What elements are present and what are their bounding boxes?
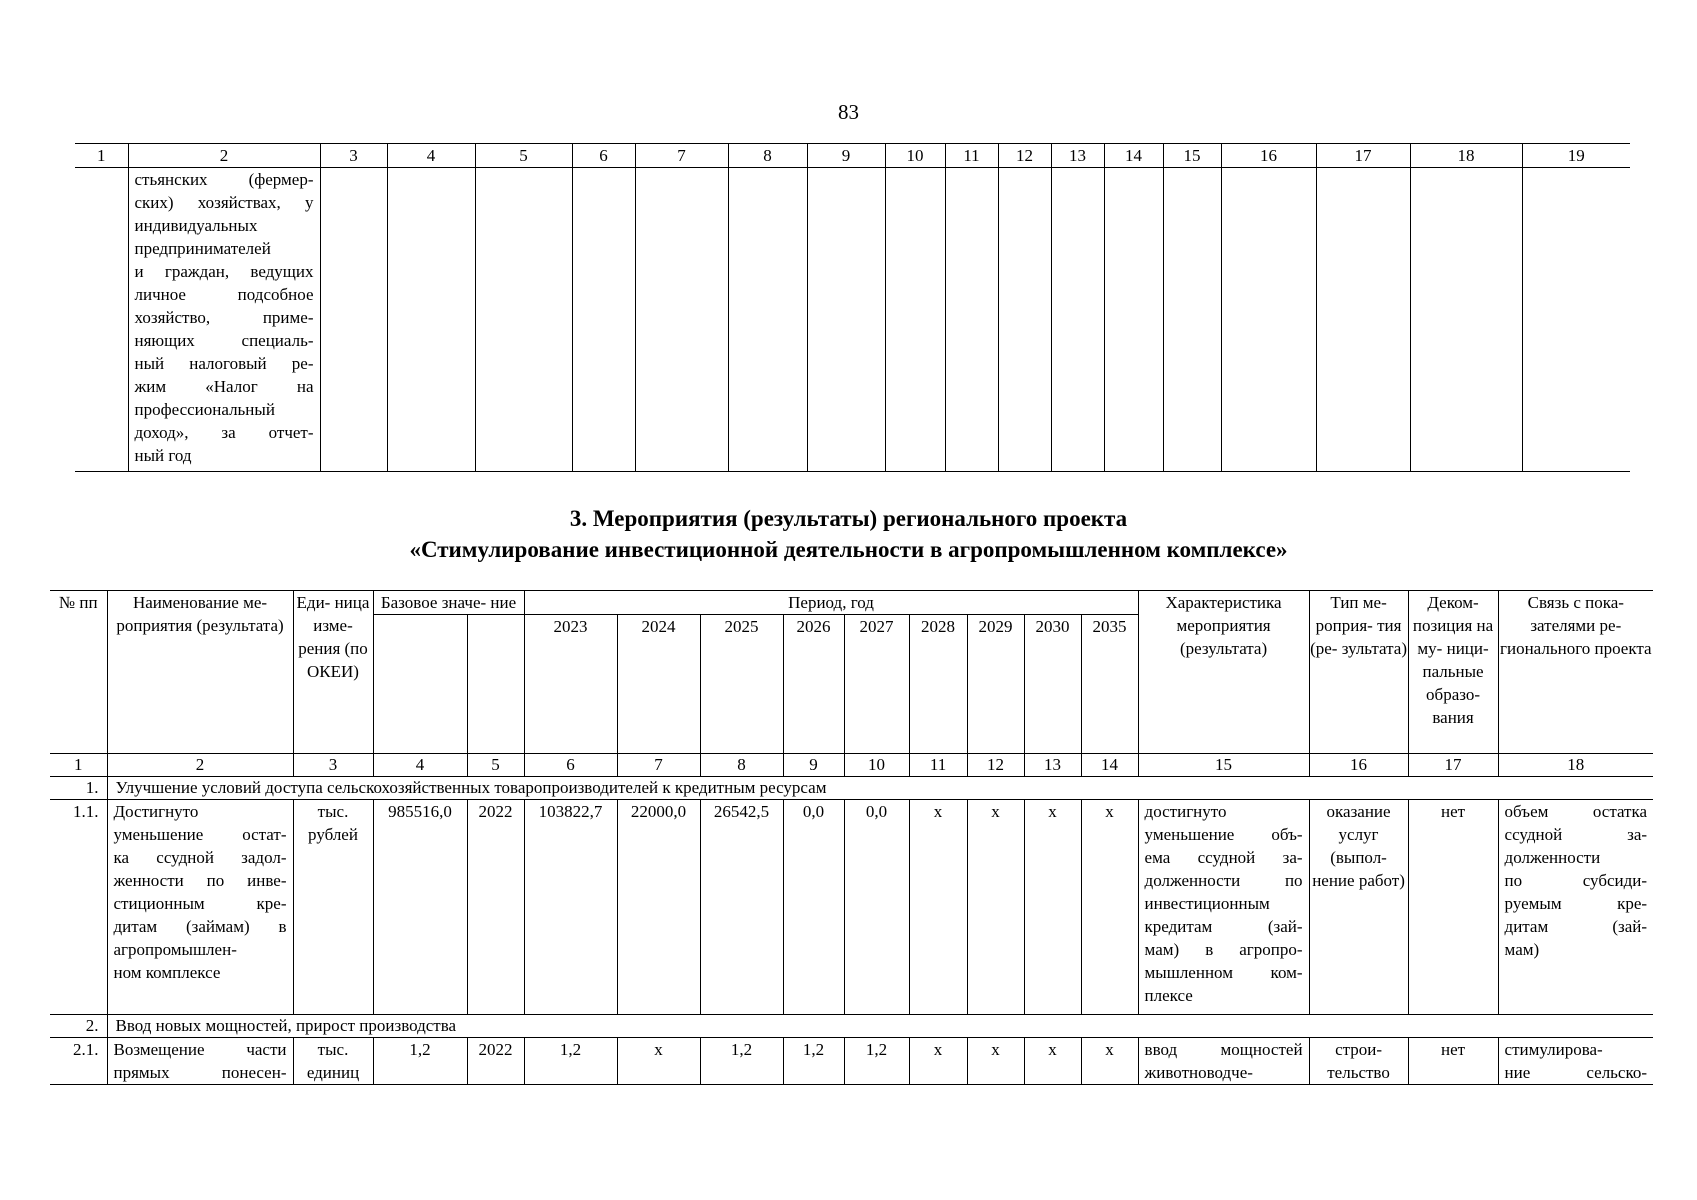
row-number: 1.1.: [50, 800, 107, 1015]
col-num: 2: [128, 144, 320, 168]
value-cell: 1,2: [844, 1038, 909, 1085]
text-line: стиционным кре-: [113, 894, 287, 913]
header-unit: Еди- ница изме- рения (по ОКЕИ): [293, 591, 373, 754]
col-num: 2: [107, 754, 293, 777]
type-cell: оказание услуг (выпол- нение работ): [1309, 800, 1408, 1015]
section-row: [50, 1015, 1653, 1038]
value-cell: х: [1081, 1038, 1138, 1085]
col-num: 5: [475, 144, 572, 168]
value-cell: 1,2: [700, 1038, 783, 1085]
header-year: 2035: [1081, 615, 1138, 754]
table-row: [50, 800, 1653, 1015]
header-base: Базовое значе- ние: [373, 591, 524, 615]
link-cell: [1498, 800, 1653, 1015]
text-line: животноводче-: [1144, 1063, 1253, 1082]
section-row: [50, 777, 1653, 800]
col-num: 9: [807, 144, 885, 168]
text-line: долженности по: [1144, 871, 1303, 890]
col-num: 5: [467, 754, 524, 777]
base-value-cell: 985516,0: [373, 800, 467, 1015]
value-cell: 26542,5: [700, 800, 783, 1015]
value-cell: х: [1024, 1038, 1081, 1085]
col-num: 18: [1498, 754, 1653, 777]
col-num: 6: [572, 144, 635, 168]
base-year-cell: 2022: [467, 1038, 524, 1085]
col-num: 1: [50, 754, 107, 777]
row-number: 2.1.: [50, 1038, 107, 1085]
text-line: стимулирова-: [1504, 1040, 1603, 1059]
col-num: 12: [998, 144, 1051, 168]
event-name-cell: [107, 1038, 293, 1085]
text-line: жим «Налог на: [134, 377, 314, 396]
text-line: ка ссудной задол-: [113, 848, 287, 867]
header-num: № пп: [50, 591, 107, 754]
col-num: 3: [320, 144, 387, 168]
col-num: 13: [1024, 754, 1081, 777]
text-line: хозяйство, приме-: [134, 308, 314, 327]
col-num: 13: [1051, 144, 1104, 168]
header-year: 2028: [909, 615, 967, 754]
value-cell: 103822,7: [524, 800, 617, 1015]
value-cell: х: [909, 1038, 967, 1085]
text-line: уменьшение объ-: [1144, 825, 1303, 844]
text-line: предпринимателей: [134, 239, 271, 258]
text-line: долженности: [1504, 848, 1601, 867]
col-num: 12: [967, 754, 1024, 777]
event-name-cell: [107, 800, 293, 1015]
value-cell: 1,2: [524, 1038, 617, 1085]
text-line: доход», за отчет-: [134, 423, 314, 442]
value-cell: 0,0: [844, 800, 909, 1015]
text-line: уменьшение остат-: [113, 825, 287, 844]
text-line: ссудной за-: [1504, 825, 1648, 844]
col-num: 7: [635, 144, 728, 168]
col-num: 1: [75, 144, 128, 168]
col-num: 8: [700, 754, 783, 777]
text-line: мышленном ком-: [1144, 963, 1303, 982]
col-num: 15: [1138, 754, 1309, 777]
text-line: женности по инве-: [113, 871, 287, 890]
text-line: мам): [1504, 940, 1540, 959]
table-row: [50, 1038, 1653, 1085]
link-cell: [1498, 1038, 1653, 1085]
text-line: по субсиди-: [1504, 871, 1648, 890]
text-line: ввод мощностей: [1144, 1040, 1303, 1059]
col-num: 6: [524, 754, 617, 777]
text-line: инвестиционным: [1144, 894, 1270, 913]
header-year: 2027: [844, 615, 909, 754]
indicator-name-cell: [128, 168, 320, 472]
value-cell: х: [967, 800, 1024, 1015]
value-cell: 22000,0: [617, 800, 700, 1015]
column-number-row: [75, 144, 1630, 168]
col-num: 14: [1081, 754, 1138, 777]
page-number: 83: [838, 100, 859, 124]
col-num: 15: [1163, 144, 1221, 168]
characteristic-cell: [1138, 800, 1309, 1015]
col-num: 19: [1522, 144, 1630, 168]
decomposition-cell: нет: [1408, 800, 1498, 1015]
events-table: [50, 590, 1653, 1085]
col-num: 3: [293, 754, 373, 777]
col-num: 18: [1410, 144, 1522, 168]
text-line: ема ссудной за-: [1144, 848, 1303, 867]
col-num: 17: [1316, 144, 1410, 168]
header-period: Период, год: [524, 591, 1138, 615]
text-line: дитам (зай-: [1504, 917, 1648, 936]
header-year: 2029: [967, 615, 1024, 754]
value-cell: х: [1081, 800, 1138, 1015]
header-type: Тип ме- роприя- тия (ре- зультата): [1309, 591, 1408, 754]
section-title-line2: «Стимулирование инвестиционной деятельности в агропромышленном комплексе»: [409, 537, 1288, 562]
col-num: 16: [1309, 754, 1408, 777]
text-line: няющих специаль-: [134, 331, 314, 350]
type-cell: строи- тельство: [1309, 1038, 1408, 1085]
col-num: 4: [387, 144, 475, 168]
base-year-cell: 2022: [467, 800, 524, 1015]
header-row: [50, 591, 1653, 615]
text-line: Достигнуто: [113, 802, 199, 821]
header-year: 2024: [617, 615, 700, 754]
text-line: дитам (займам) в: [113, 917, 287, 936]
col-num: 11: [945, 144, 998, 168]
col-num: 17: [1408, 754, 1498, 777]
header-year: 2023: [524, 615, 617, 754]
header-characteristic: Характеристика мероприятия (результата): [1138, 591, 1309, 754]
col-num: 4: [373, 754, 467, 777]
text-line: ный год: [134, 446, 192, 465]
text-line: личное подсобное: [134, 285, 314, 304]
text-line: руемым кре-: [1504, 894, 1648, 913]
table-row: [75, 168, 1630, 472]
value-cell: х: [617, 1038, 700, 1085]
base-value-cell: 1,2: [373, 1038, 467, 1085]
value-cell: х: [967, 1038, 1024, 1085]
col-num: 9: [783, 754, 844, 777]
text-line: объем остатка: [1504, 802, 1648, 821]
section-number: 1.: [50, 777, 107, 800]
col-num: 11: [909, 754, 967, 777]
text-line: индивидуальных: [134, 216, 258, 235]
decomposition-cell: нет: [1408, 1038, 1498, 1085]
text-line: плексе: [1144, 986, 1193, 1005]
value-cell: х: [1024, 800, 1081, 1015]
section-title-line1: 3. Мероприятия (результаты) регионального проекта: [569, 506, 1128, 531]
text-line: ном комплексе: [113, 963, 221, 982]
col-num: 16: [1221, 144, 1316, 168]
header-year: 2025: [700, 615, 783, 754]
header-year: 2026: [783, 615, 844, 754]
text-line: достигнуто: [1144, 802, 1227, 821]
text-line: кредитам (зай-: [1144, 917, 1303, 936]
col-num: 7: [617, 754, 700, 777]
text-line: Возмещение части: [113, 1040, 287, 1059]
header-year: 2030: [1024, 615, 1081, 754]
unit-cell: тыс. единиц: [293, 1038, 373, 1085]
text-line: ный налоговый ре-: [134, 354, 314, 373]
text-line: и граждан, ведущих: [134, 262, 314, 281]
col-num: 10: [844, 754, 909, 777]
text-line: профессиональный: [134, 400, 275, 419]
characteristic-cell: [1138, 1038, 1309, 1085]
text-line: ских) хозяйствах, у: [134, 193, 314, 212]
value-cell: х: [909, 800, 967, 1015]
value-cell: 0,0: [783, 800, 844, 1015]
column-number-row: [50, 754, 1653, 777]
section-number: 2.: [50, 1015, 107, 1038]
col-num: 10: [885, 144, 945, 168]
section-title: Улучшение условий доступа сельскохозяйственных товаропроизводителей к кредитным ресурсам: [107, 777, 1653, 800]
text-line: агропромышлен-: [113, 940, 237, 959]
text-line: стьянских (фермер-: [134, 170, 314, 189]
header-link: Связь с пока- зателями ре- гионального проекта: [1498, 591, 1653, 754]
text-line: ние сельско-: [1504, 1063, 1648, 1082]
section-title: Ввод новых мощностей, прирост производства: [107, 1015, 1653, 1038]
unit-cell: тыс. рублей: [293, 800, 373, 1015]
value-cell: 1,2: [783, 1038, 844, 1085]
col-num: 8: [728, 144, 807, 168]
header-name: Наименование ме- роприятия (результата): [107, 591, 293, 754]
continuation-table: [75, 143, 1630, 472]
text-line: прямых понесен-: [113, 1063, 287, 1082]
header-decomposition: Деком- позиция на му- ници- пальные образо- вания: [1408, 591, 1498, 754]
col-num: 14: [1104, 144, 1163, 168]
text-line: мам) в агропро-: [1144, 940, 1303, 959]
